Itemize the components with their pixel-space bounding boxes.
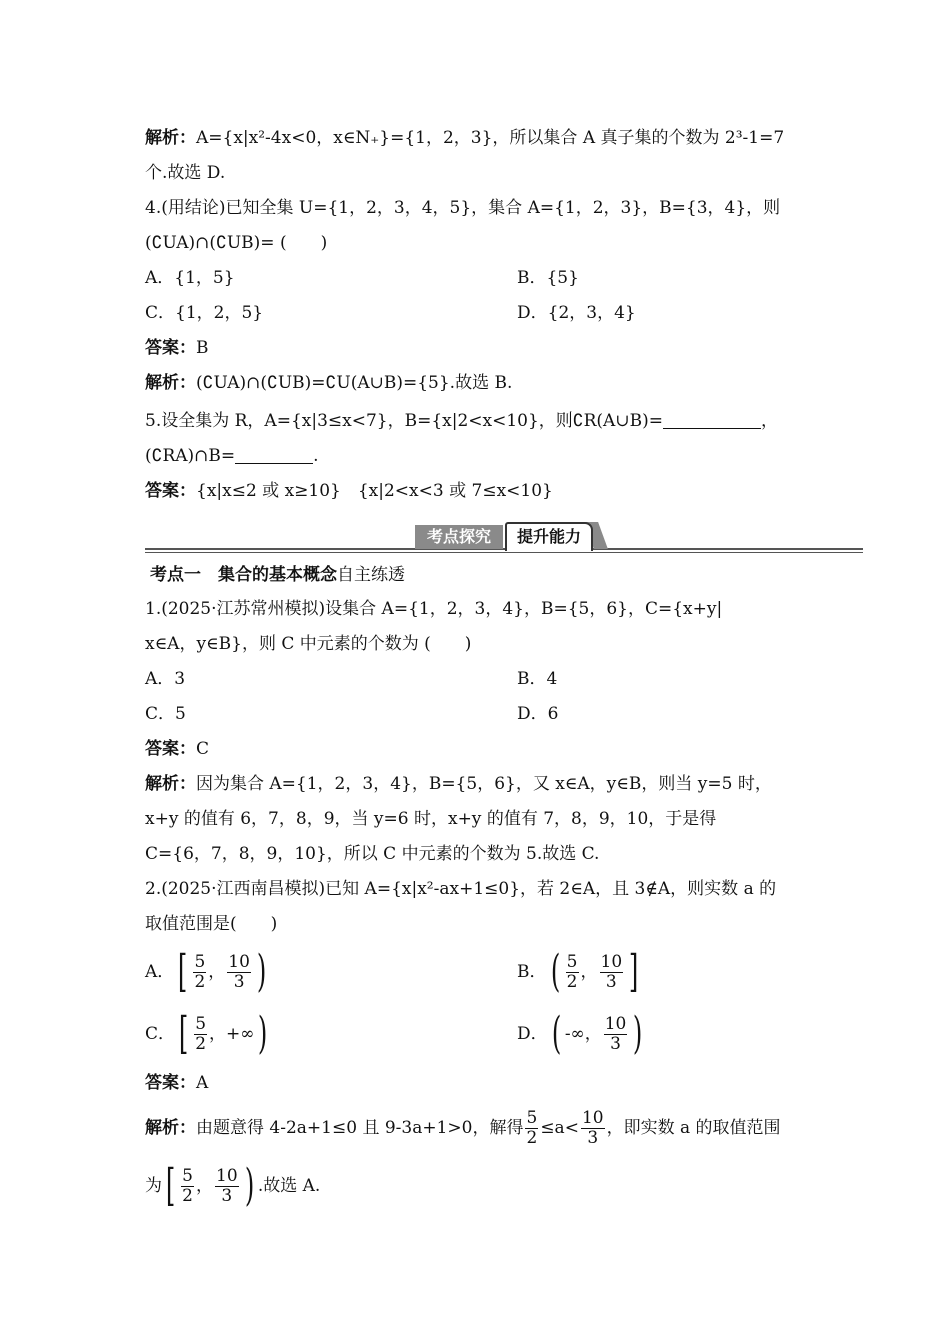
fraction-10-3 bbox=[215, 1167, 239, 1206]
p2-option-b bbox=[517, 948, 642, 996]
numerator: 5 bbox=[182, 1165, 193, 1186]
answer-value: A bbox=[196, 1073, 209, 1093]
q5-stem-punct: ， bbox=[760, 411, 778, 431]
left-paren: ( bbox=[550, 946, 560, 997]
section-banner bbox=[145, 522, 863, 554]
q5-stem-line-2 bbox=[145, 445, 319, 467]
p1-analysis-line-1 bbox=[145, 773, 772, 795]
option-label: C． bbox=[145, 1024, 176, 1044]
fraction-5-2 bbox=[194, 1015, 207, 1054]
q4-answer bbox=[145, 337, 209, 359]
p2-analysis-line-2 bbox=[145, 1162, 320, 1210]
option-label: A． bbox=[145, 962, 175, 982]
p2-option-a bbox=[145, 948, 270, 996]
plus-infinity: +∞ bbox=[226, 1024, 255, 1044]
analysis-text: A={x|x²-4x<0，x∈N₊}={1，2，3}，所以集合 A 真子集的个数为 2³-1=7 bbox=[196, 128, 785, 148]
section-title-text: 考点一 集合的基本概念 bbox=[150, 565, 337, 585]
q4-option-a: A．{1，5} bbox=[145, 268, 235, 288]
comma: ， bbox=[584, 1024, 602, 1044]
q4-analysis bbox=[145, 372, 512, 394]
analysis-label: 解析： bbox=[145, 774, 196, 794]
left-bracket: [ bbox=[165, 1160, 176, 1211]
answer-label: 答案： bbox=[145, 1073, 196, 1093]
comma: ， bbox=[208, 962, 226, 982]
fill-blank-2[interactable] bbox=[235, 445, 313, 464]
numerator: 10 bbox=[216, 1165, 238, 1186]
option-label: D． bbox=[517, 1024, 548, 1044]
q4-option-d: D．{2，3，4} bbox=[517, 303, 636, 323]
p2-stem-line-1: 2.(2025·江西南昌模拟)已知 A={x|x²-ax+1≤0}，若 2∈A，且 3∉A，则实数 a 的 bbox=[145, 879, 777, 899]
analysis-label: 解析： bbox=[145, 373, 196, 393]
answer-value: B bbox=[196, 338, 209, 358]
comma: ， bbox=[196, 1176, 213, 1196]
interval-expression bbox=[547, 946, 643, 997]
denominator: 3 bbox=[605, 971, 617, 992]
p1-analysis-line-3: C={6，7，8，9，10}，所以 C 中元素的个数为 5.故选 C. bbox=[145, 844, 600, 864]
right-paren: ) bbox=[258, 1008, 268, 1059]
denominator: 2 bbox=[195, 1033, 207, 1054]
analysis-text: (∁UA)∩(∁UB)=∁U(A∪B)={5}.故选 B. bbox=[196, 373, 513, 393]
banner-rule bbox=[145, 548, 863, 550]
fraction-10-3 bbox=[600, 953, 624, 992]
denominator: 3 bbox=[610, 1033, 621, 1054]
left-bracket: [ bbox=[178, 946, 188, 997]
p1-stem-line-2: x∈A，y∈B}，则 C 中元素的个数为 ( ) bbox=[145, 634, 472, 654]
denominator: 3 bbox=[233, 971, 245, 992]
right-paren: ) bbox=[244, 1160, 254, 1211]
interval-expression bbox=[548, 1008, 647, 1059]
p2-option-d bbox=[517, 1010, 647, 1058]
q5-answer bbox=[145, 480, 553, 502]
denominator: 2 bbox=[194, 971, 206, 992]
p1-option-d: D．6 bbox=[517, 704, 559, 724]
analysis-text: 因为集合 A={1，2，3，4}，B={5，6}，又 x∈A，y∈B，则当 y=5 时， bbox=[196, 774, 772, 794]
q4-stem-line-1: 4.(用结论)已知全集 U={1，2，3，4，5}，集合 A={1，2，3}，B={3，4}，则 bbox=[145, 198, 781, 218]
prev-analysis-line-1 bbox=[145, 127, 784, 149]
p1-option-a: A．3 bbox=[145, 669, 186, 689]
numerator: 5 bbox=[195, 1013, 207, 1034]
denominator: 3 bbox=[221, 1185, 233, 1206]
interval-expression bbox=[175, 1008, 272, 1059]
left-paren: ( bbox=[551, 1008, 561, 1059]
comma: ， bbox=[209, 1024, 227, 1044]
fraction-5-2 bbox=[566, 953, 579, 992]
p1-option-c: C．5 bbox=[145, 704, 186, 724]
answer-label: 答案： bbox=[145, 338, 196, 358]
p1-answer bbox=[145, 738, 209, 760]
prev-analysis-line-2: 个.故选 D. bbox=[145, 163, 226, 183]
q4-stem-line-2: (∁UA)∩(∁UB)= ( ) bbox=[145, 233, 328, 253]
p2-option-c bbox=[145, 1010, 272, 1058]
fraction-10-3 bbox=[227, 953, 251, 992]
section-title bbox=[150, 564, 405, 586]
right-bracket: ] bbox=[629, 946, 639, 997]
left-bracket: [ bbox=[178, 1008, 189, 1059]
answer-value: {x|x≤2 或 x≥10} {x|2<x<3 或 7≤x<10} bbox=[196, 481, 553, 501]
p1-stem-line-1: 1.(2025·江苏常州模拟)设集合 A={1，2，3，4}，B={5，6}，C={x+y| bbox=[145, 599, 723, 619]
banner-rule-thin bbox=[145, 552, 863, 553]
p1-analysis-line-2: x+y 的值有 6，7，8，9，当 y=6 时，x+y 的值有 7，8，9，10，于是得 bbox=[145, 809, 717, 829]
q5-stem-punct: . bbox=[313, 446, 319, 466]
answer-label: 答案： bbox=[145, 739, 196, 759]
fraction-5-2 bbox=[181, 1167, 194, 1206]
interval-expression bbox=[162, 1160, 258, 1211]
numerator: 10 bbox=[581, 1107, 604, 1128]
numerator: 5 bbox=[526, 1107, 538, 1128]
answer-label: 答案： bbox=[145, 481, 196, 501]
q4-option-c: C．{1，2，5} bbox=[145, 303, 264, 323]
fraction-10-3 bbox=[604, 1015, 628, 1054]
fill-blank-1[interactable] bbox=[663, 410, 761, 429]
fraction-10-3 bbox=[581, 1109, 605, 1148]
analysis-text: 为 bbox=[145, 1176, 162, 1196]
denominator: 3 bbox=[587, 1127, 599, 1148]
right-paren: ) bbox=[256, 946, 267, 997]
fraction-5-2 bbox=[193, 953, 206, 992]
q5-stem-text: 5.设全集为 R，A={x|3≤x<7}，B={x|2<x<10}，则∁R(A∪B)= bbox=[145, 411, 663, 431]
analysis-text: 由题意得 4-2a+1≤0 且 9-3a+1>0，解得 bbox=[196, 1118, 524, 1138]
numerator: 5 bbox=[566, 951, 578, 972]
right-paren: ) bbox=[633, 1008, 643, 1059]
section-tag: 自主练透 bbox=[337, 565, 405, 585]
analysis-text: .故选 A. bbox=[257, 1176, 321, 1196]
banner-tab-left: 考点探究 bbox=[415, 525, 503, 549]
analysis-label: 解析： bbox=[145, 128, 196, 148]
fraction-5-2 bbox=[525, 1109, 538, 1148]
banner-tab-right: 提升能力 bbox=[505, 522, 593, 551]
numerator: 10 bbox=[600, 951, 623, 972]
p1-option-b: B．4 bbox=[517, 669, 558, 689]
p2-analysis-line-1 bbox=[145, 1106, 781, 1150]
q4-option-b: B．{5} bbox=[517, 268, 579, 288]
q5-stem-line-1 bbox=[145, 410, 778, 432]
numerator: 10 bbox=[604, 1013, 627, 1034]
denominator: 2 bbox=[526, 1127, 538, 1148]
analysis-label: 解析： bbox=[145, 1118, 196, 1138]
minus-infinity: -∞ bbox=[564, 1024, 585, 1044]
analysis-text: ≤a< bbox=[540, 1118, 579, 1138]
q5-stem-text: (∁RA)∩B= bbox=[145, 446, 236, 466]
denominator: 2 bbox=[182, 1185, 193, 1206]
p2-answer bbox=[145, 1072, 208, 1094]
analysis-text: ，即实数 a 的取值范围 bbox=[606, 1118, 781, 1138]
denominator: 2 bbox=[566, 971, 578, 992]
answer-value: C bbox=[196, 739, 210, 759]
numerator: 10 bbox=[228, 951, 250, 972]
numerator: 5 bbox=[194, 951, 206, 972]
comma: ， bbox=[580, 962, 598, 982]
p2-stem-line-2: 取值范围是( ) bbox=[145, 914, 278, 934]
option-label: B． bbox=[517, 962, 547, 982]
interval-expression bbox=[174, 946, 270, 997]
